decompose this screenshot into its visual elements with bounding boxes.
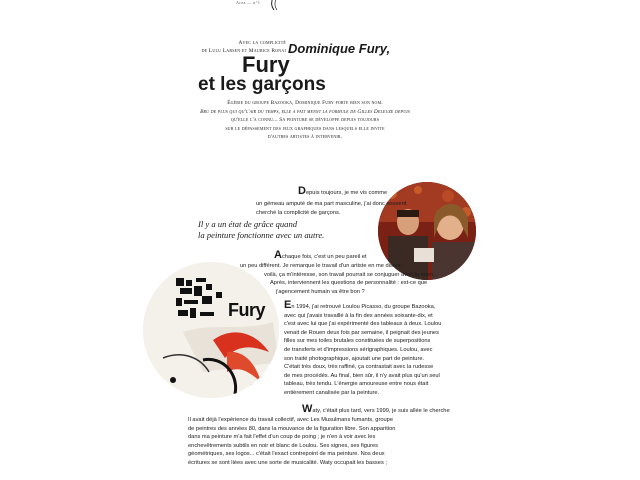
paragraph-line: de peintres des années 80, dans la mouvance de la figuration libre. Son apparition — [188, 425, 396, 432]
quote-line: la peinture fonctionne avec un autre. — [198, 230, 325, 240]
paragraph-line: de transferts et d'impressions sérigraphiques. Loulou, avec — [284, 346, 433, 353]
drop-cap: A — [274, 249, 282, 261]
paragraph-line: venait de Rouen deux fois par semaine, il peignait des jeunes — [284, 329, 439, 336]
paragraph-line: epuis toujours, je me vis comme — [305, 190, 388, 196]
body-paragraph — [284, 300, 441, 398]
paragraph-line: dans ma peinture m'a fait l'effet d'un coup de poing ; je n'en à voir avec les — [188, 434, 376, 441]
paragraph-line: j'agencement humain va être bon ? — [276, 288, 365, 295]
paragraph-line: C'était très doux, très raffiné, ça contrastait avec la rudesse — [284, 364, 434, 371]
paragraph-line: son traité photographique, ajoutait une part de peinture. — [284, 355, 425, 362]
paragraph-line: tableau, très tendu. L'énergie amoureuse entre nous était — [284, 381, 429, 388]
credit-line: Avec la complicité — [238, 40, 286, 46]
pull-quote — [198, 219, 324, 241]
paragraph-line: un peu différent. Je remarque le travail d'un artiste en me disant : — [240, 263, 404, 269]
body-paragraph — [288, 186, 387, 198]
page-title: Fury — [242, 52, 290, 77]
body-paragraph-cont — [256, 200, 406, 217]
drop-cap: W — [302, 403, 313, 415]
body-paragraph-cont — [240, 262, 438, 296]
paragraph-line: de mes procédés. Au final, bien sûr, il n'y avait plus qu'un seul — [284, 372, 440, 379]
body-paragraph — [274, 250, 367, 262]
paragraph-line: enchevêtrements subtils en noir et blanc de Loulou. Ses signes, ses figures — [188, 442, 379, 449]
quote-line: Il y a un état de grâce quand — [198, 219, 298, 229]
drop-cap: D — [298, 185, 306, 197]
artwork-lettering: Fury — [228, 300, 266, 320]
ornament-icon — [266, 0, 280, 10]
intro-line: sur le dépassement des jeux graphiques dans lesquels elle invite — [225, 125, 385, 132]
paragraph-line: entièrement canalisée par la peinture. — [284, 389, 380, 396]
paragraph-line: géométriques, ses logos... c'était l'exact contrepoint de ma peinture. Nos deux — [188, 451, 385, 458]
paragraph-line: n 1994, j'ai retrouvé Loulou Picasso, du groupe Bazooka, — [291, 304, 436, 310]
drop-cap: E — [284, 299, 292, 311]
paragraph-line: écritures se sont liées avec une sorte de musicalité. Waty occupait les basses ; — [188, 459, 387, 466]
intro-line: Bru de plus qui qu'l'air du temps, elle a fait mennt la formule de Gilles Deleuze depuis — [200, 108, 410, 115]
artist-name: Dominique Fury, — [288, 41, 391, 56]
paragraph-line: filles sur mes toiles brutales constituées de superpositions — [284, 338, 431, 345]
body-paragraph — [302, 404, 450, 416]
paragraph-line: Il avait déjà l'expérience du travail collectif, avec Les Musulmans fumants, groupe — [188, 417, 393, 423]
paragraph-line: un gémeau amputé de ma part masculine, j'ai donc souvent — [256, 201, 407, 207]
page-subtitle: et les garçons — [198, 74, 326, 95]
body-paragraph-cont — [188, 416, 395, 468]
paragraph-line: Après, interviennent les questions de personnalité : est-ce que — [270, 280, 428, 287]
intro-line: qu'elle l'a connu... Sa peinture se développe depuis toujours — [230, 117, 380, 124]
intro-standfirst — [150, 99, 460, 142]
paragraph-line: aty, c'était plus tard, vers 1999, je suis allée le cherche — [312, 408, 450, 414]
paragraph-line: chaque fois, c'est un peu pareil et — [281, 254, 367, 260]
running-head: Area — n°1 — [236, 0, 261, 5]
intro-line: Égérie du groupe Bazooka, Dominique Fury porte bien son nom. — [227, 100, 383, 106]
paragraph-line: voilà, ça m'intéresse, son travail pourrait se conjuguer avec le mien... — [264, 271, 438, 278]
intro-line: d'autres artistes à intervenir. — [267, 134, 343, 141]
paragraph-line: c'est avec lui que j'ai expérimenté des tableaux à deux. Loulou — [284, 321, 442, 328]
paragraph-line: cherché la complicité de garçons. — [256, 209, 341, 216]
paragraph-line: avec qui j'avais travaillé à la fin des années soixante-dix, et — [284, 312, 433, 319]
credit-line: de Lulu Larsen et Maurice Ronai — [201, 48, 286, 54]
pixel-collage — [176, 278, 236, 322]
